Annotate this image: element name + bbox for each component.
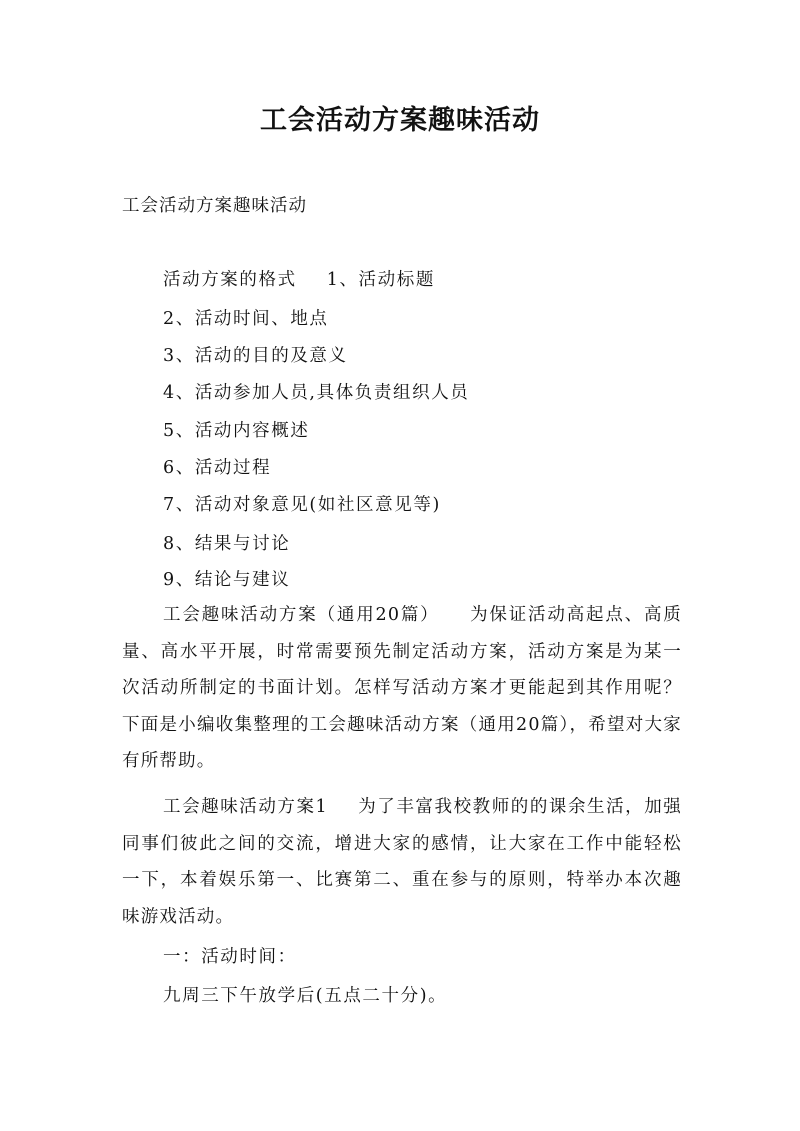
plan1-heading: 工会趣味活动方案1 (163, 797, 328, 817)
plan1-body: 为了丰富我校教师的的课余生活，加强同事们彼此之间的交流，增进大家的感情，让大家在工作中能轻松一下，本着娱乐第一、比赛第二、重在参与的原则，特举办本次趣味游戏活动。 (122, 797, 682, 927)
format-item-1: 1、活动标题 (326, 270, 435, 290)
plan1-paragraph (122, 789, 682, 935)
document-title: 工会活动方案趣味活动 (260, 105, 540, 136)
format-item-4: 4、活动参加人员,具体负责组织人员 (163, 383, 470, 403)
document-subtitle: 工会活动方案趣味活动 (122, 196, 307, 216)
section1-heading: 一：活动时间： (163, 947, 297, 967)
format-item-6: 6、活动过程 (163, 458, 272, 478)
intro-heading: 工会趣味活动方案（通用20篇） (163, 605, 440, 625)
format-item-7: 7、活动对象意见(如社区意见等) (163, 495, 441, 515)
format-item-9: 9、结论与建议 (163, 570, 291, 590)
intro-paragraph (122, 597, 682, 780)
section1-body: 九周三下午放学后(五点二十分)。 (163, 986, 448, 1006)
format-item-2: 2、活动时间、地点 (163, 309, 329, 329)
format-heading: 活动方案的格式 (163, 270, 297, 290)
format-item-8: 8、结果与讨论 (163, 534, 291, 554)
intro-body: 为保证活动高起点、高质量、高水平开展，时常需要预先制定活动方案，活动方案是为某一次活动所制定的书面计划。怎样写活动方案才更能起到其作用呢？下面是小编收集整理的工会趣味活动方案（通用20篇），希望对大家有所帮助。 (122, 605, 682, 772)
format-item-5: 5、活动内容概述 (163, 421, 310, 441)
format-line-1 (163, 266, 435, 291)
format-item-3: 3、活动的目的及意义 (163, 346, 348, 366)
